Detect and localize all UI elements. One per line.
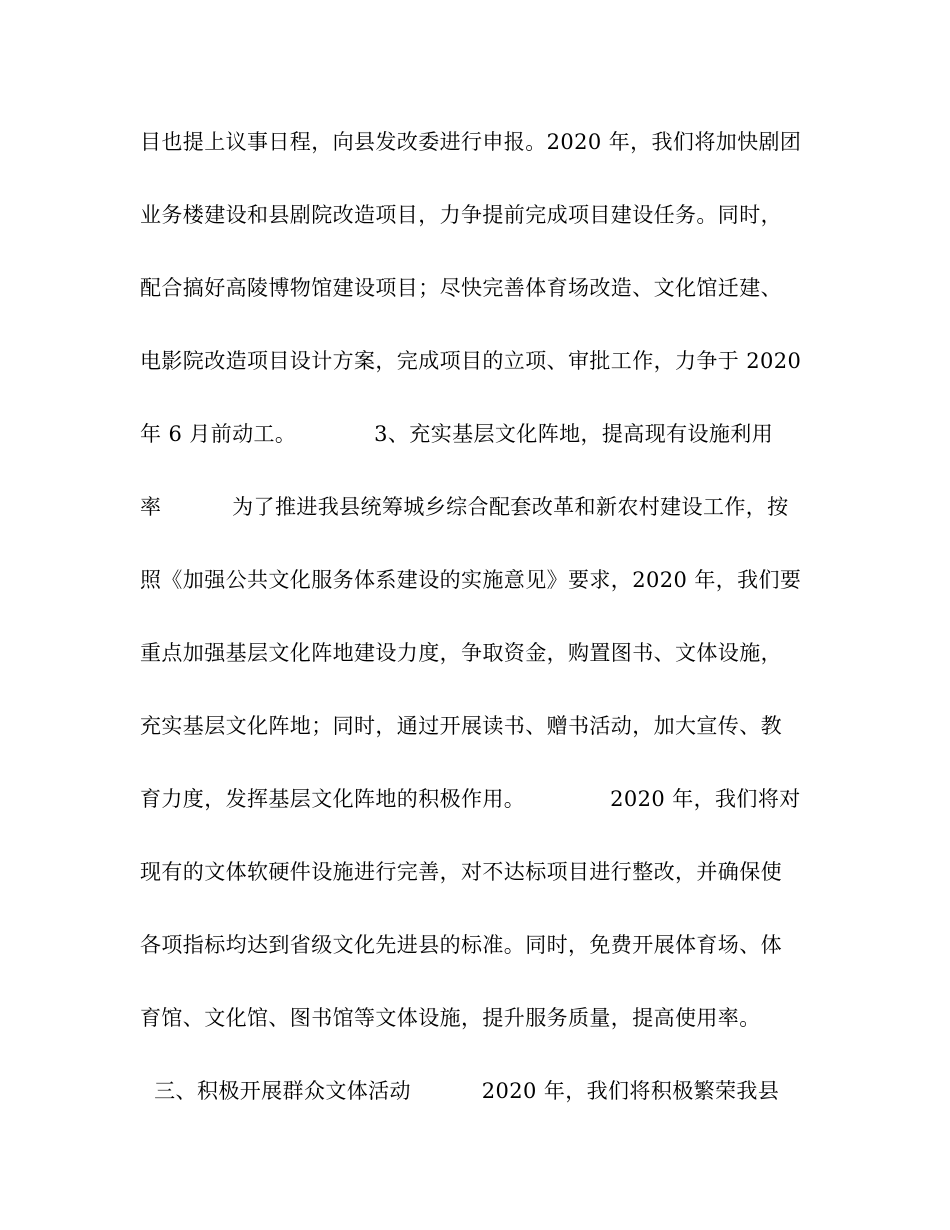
text-line: 电影院改造项目设计方案，完成项目的立项、审批工作，力争于 2020 (140, 349, 802, 373)
text-line: 率 为了推进我县统筹城乡综合配套改革和新农村建设工作，按 (140, 495, 789, 519)
text-line: 配合搞好高陵博物馆建设项目；尽快完善体育场改造、文化馆迁建、 (140, 276, 782, 300)
text-line: 照《加强公共文化服务体系建设的实施意见》要求，2020 年，我们要 (140, 568, 802, 592)
text-line: 现有的文体软硬件设施进行完善，对不达标项目进行整改，并确保使 (140, 860, 782, 884)
text-line: 重点加强基层文化阵地建设力度，争取资金，购置图书、文体设施， (140, 641, 782, 665)
section-heading-line: 三、积极开展群众文体活动 2020 年，我们将积极繁荣我县 (140, 1079, 780, 1103)
text-line: 育力度，发挥基层文化阵地的积极作用。 2020 年，我们将对 (140, 787, 801, 811)
text-line: 育馆、文化馆、图书馆等文体设施，提升服务质量，提高使用率。 (140, 1006, 761, 1030)
text-line: 年 6 月前动工。 3、充实基层文化阵地，提高现有设施利用 (140, 422, 774, 446)
text-line: 业务楼建设和县剧院改造项目，力争提前完成项目建设任务。同时， (140, 203, 782, 227)
text-line: 各项指标均达到省级文化先进县的标准。同时，免费开展体育场、体 (140, 933, 782, 957)
text-line: 充实基层文化阵地；同时，通过开展读书、赠书活动，加大宣传、教 (140, 714, 782, 738)
text-line: 目也提上议事日程，向县发改委进行申报。2020 年，我们将加快剧团 (140, 130, 802, 154)
